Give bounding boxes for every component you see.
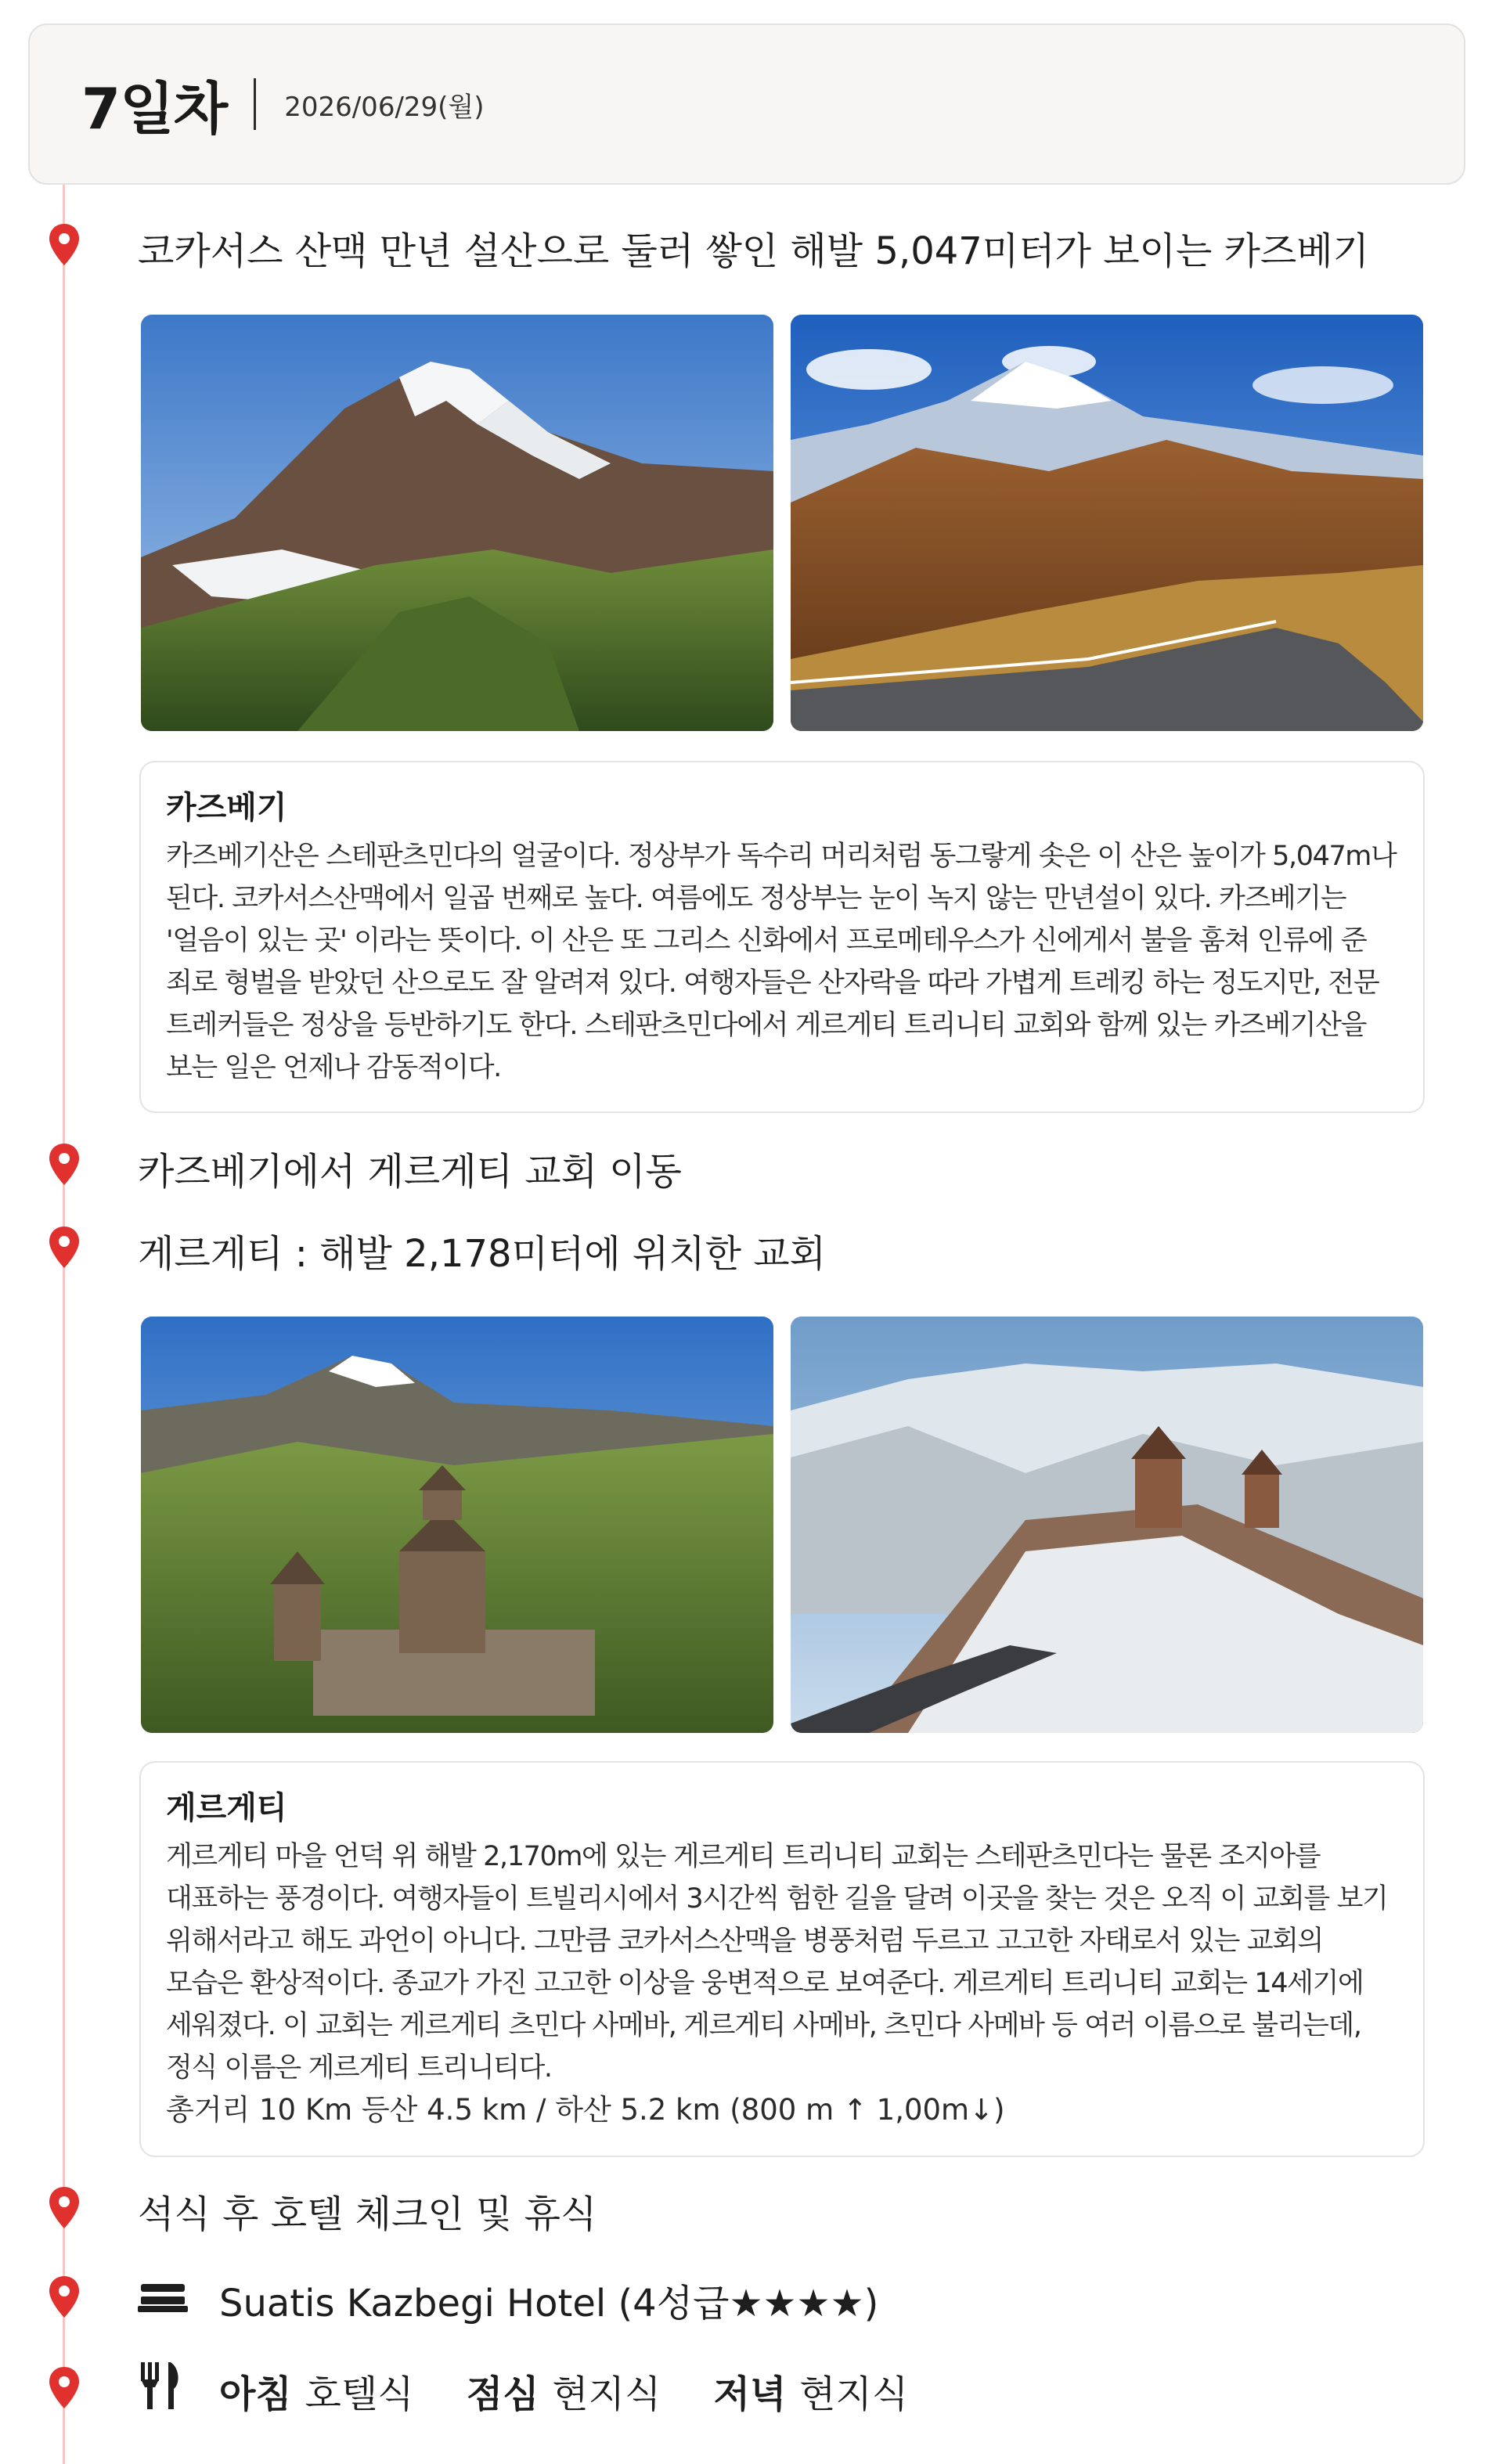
kazbegi-road-photo bbox=[791, 315, 1423, 731]
breakfast-label: 아침 bbox=[219, 2372, 305, 2416]
timeline-line bbox=[63, 185, 65, 2464]
itinerary-item-kazbegi-view: 코카서스 산맥 만년 설산으로 둘러 쌓인 해발 5,047미터가 보이는 카즈베기 bbox=[138, 229, 1370, 273]
dinner-value: 현지식 bbox=[799, 2372, 909, 2416]
itinerary-item-gergeti-intro: 게르게티 : 해발 2,178미터에 위치한 교회 bbox=[138, 1232, 827, 1276]
map-pin-icon bbox=[47, 2275, 81, 2320]
itinerary-item-move: 카즈베기에서 게르게티 교회 이동 bbox=[138, 1150, 682, 1194]
lunch-label: 점심 bbox=[466, 2372, 553, 2416]
gergeti-distance-info: 총거리 10 Km 등산 4.5 km / 하산 5.2 km (800 m ↑ 1,00m↓) bbox=[166, 2093, 1005, 2127]
itinerary-item-rest: 석식 후 호텔 체크인 및 휴식 bbox=[138, 2192, 597, 2236]
dinner-label: 저녁 bbox=[713, 2372, 800, 2416]
kazbegi-info-box bbox=[139, 761, 1425, 1113]
gergeti-info-box bbox=[139, 1761, 1425, 2157]
kazbegi-mountain-photo bbox=[141, 315, 773, 731]
bed-icon bbox=[138, 2281, 188, 2315]
gergeti-info-title: 게르게티 bbox=[166, 1790, 287, 1826]
day-header bbox=[28, 23, 1465, 185]
meals-row bbox=[219, 2364, 949, 2418]
map-pin-icon bbox=[47, 2365, 81, 2411]
gergeti-church-summer-photo bbox=[141, 1317, 773, 1733]
gergeti-church-winter-photo bbox=[791, 1317, 1423, 1733]
lunch-value: 현지식 bbox=[552, 2372, 661, 2416]
breakfast-value: 호텔식 bbox=[305, 2372, 414, 2416]
kazbegi-info-body: 카즈베기산은 스테판츠민다의 얼굴이다. 정상부가 독수리 머리처럼 동그랗게 솟은 이 산은 높이가 5,047m나 된다. 코카서스산맥에서 일곱 번째로 높다. 여름에도 정상부는 눈이 녹지 않는 만년설이 있다. 카즈베기는 '얼음이 있는 곳' 이라는 뜻이다. 이 산은 또 그리스 신화에서 프로메테우스가 신에게서 불을 훔쳐 인류에 준 죄로 형벌을 받았던 산으로도 잘 알려져 있다. 여행자들은 산자락을 따라 가볍게 트레킹 하는 정도지만, 전문 트레커들은 정상을 등반하기도 한다. 스테판츠민다에서 게르게티 트리니티 교회와 함께 있는 카즈베기산을 보는 일은 언제나 감동적이다. bbox=[166, 841, 1397, 1083]
day-title: 7일차 bbox=[81, 76, 228, 142]
map-pin-icon bbox=[47, 1225, 81, 1270]
header-divider bbox=[254, 78, 256, 130]
map-pin-icon bbox=[47, 1142, 81, 1187]
day-date: 2026/06/29(월) bbox=[284, 91, 485, 123]
hotel-name: Suatis Kazbegi Hotel (4성급★★★★) bbox=[219, 2282, 879, 2325]
kazbegi-info-title: 카즈베기 bbox=[166, 790, 287, 826]
map-pin-icon bbox=[47, 222, 81, 268]
fork-knife-icon bbox=[138, 2361, 183, 2411]
gergeti-info-body: 게르게티 마을 언덕 위 해발 2,170m에 있는 게르게티 트리니티 교회는 스테판츠민다는 물론 조지아를 대표하는 풍경이다. 여행자들이 트빌리시에서 3시간씩 험한 길을 달려 이곳을 찾는 것은 오직 이 교회를 보기 위해서라고 해도 과언이 아니다. 그만큼 코카서스산맥을 병풍처럼 두르고 고고한 자태로서 있는 교회의 모습은 환상적이다. 종교가 가진 고고한 이상을 웅변적으로 보여준다. 게르게티 트리니티 교회는 14세기에 세워졌다. 이 교회는 게르게티 츠민다 사메바, 게르게티 사메바, 츠민다 사메바 등 여러 이름으로 불리는데, 정식 이름은 게르게티 트리니티다. bbox=[166, 1841, 1388, 2084]
map-pin-icon bbox=[47, 2185, 81, 2231]
